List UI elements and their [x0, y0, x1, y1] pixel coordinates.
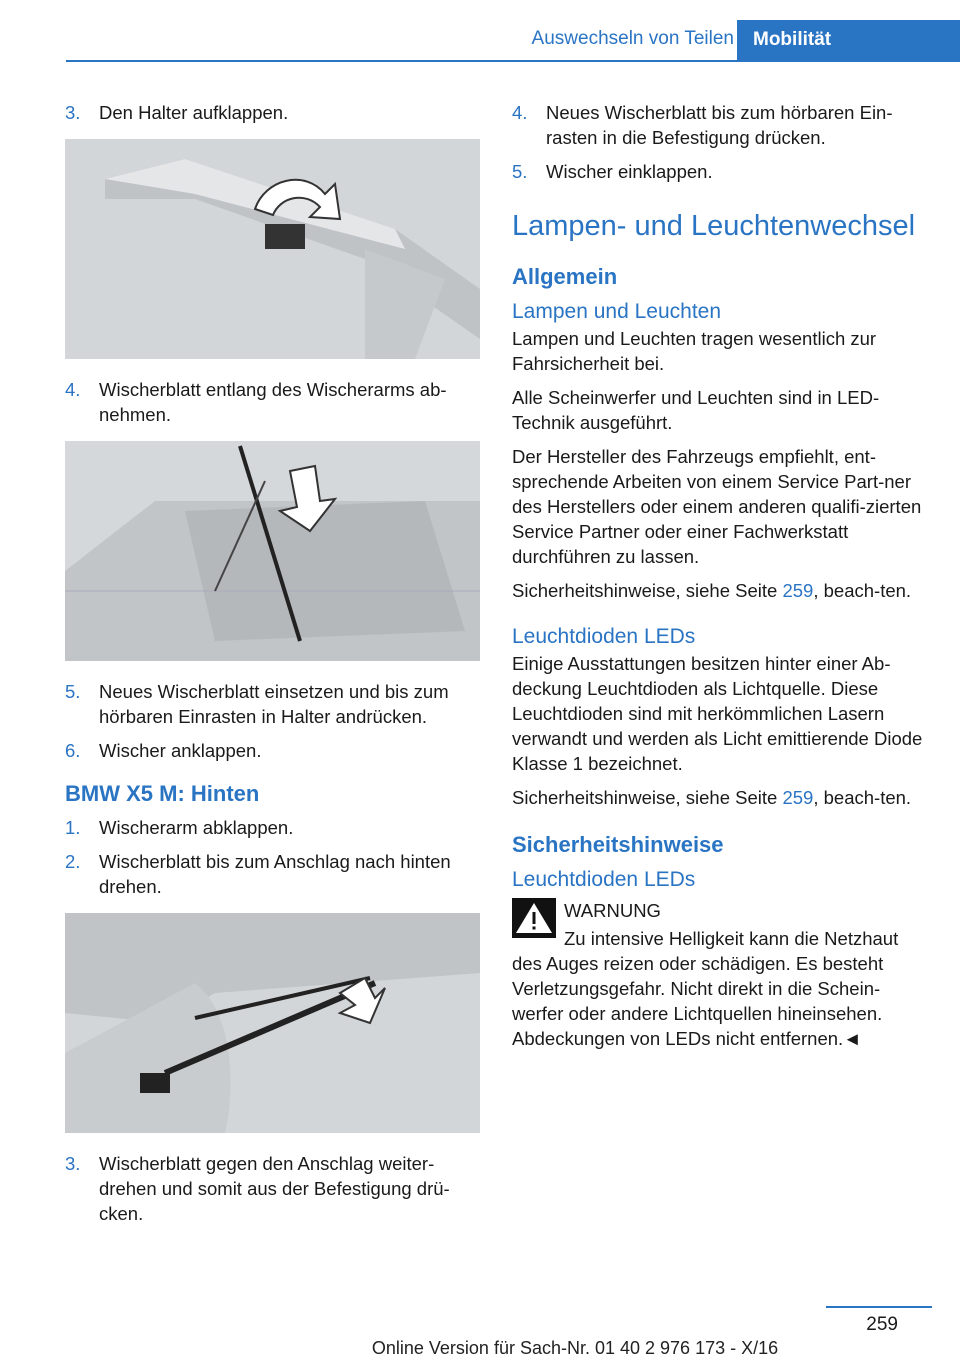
- footer-text: Online Version für Sach-Nr. 01 40 2 976 173 - X/16: [371, 1338, 779, 1358]
- paragraph: Einige Ausstattungen besitzen hinter einer Ab‐deckung Leuchtdioden als Lichtquelle. Diese Leuchtdioden sind mit herkömmlichen Lasern verwandt und werden als Licht emittierende Diode Klasse 1 bezeichnet.: [512, 653, 923, 774]
- section-heading-general: Allgemein: [512, 264, 618, 289]
- paragraph: Sicherheitshinweise, siehe Seite 259, beach‐ten.: [512, 580, 912, 601]
- step-text: Den Halter aufklappen.: [99, 102, 289, 123]
- step-list: [512, 100, 926, 184]
- paragraph: Der Hersteller des Fahrzeugs empfiehlt, ent‐sprechende Arbeiten von einem Service Part‐ner des Herstellers oder einem anderen qualifi‐zierten Service Partner oder einer Fachwerkstatt durchführen zu lassen.: [512, 446, 922, 567]
- chapter-heading: Lampen- und Leuchtenwechsel: [512, 210, 916, 242]
- warning-text: Zu intensive Helligkeit kann die Netzhaut des Auges reizen oder schädigen. Es besteht Verletzungsgefahr. Nicht direkt in die Schein‐werfer oder andere Lichtquellen hineinsehen. Abdeckungen von LEDs nicht entfernen.◄: [512, 928, 899, 1049]
- subsection-heading-led: Leuchtdioden LEDs: [512, 625, 696, 648]
- step-number: 3.: [65, 102, 81, 123]
- page-link[interactable]: 259: [782, 580, 814, 601]
- list-item: [65, 815, 480, 840]
- step-text: Wischerblatt entlang des Wischerarms ab‐nehmen.: [99, 379, 447, 425]
- header-tab: Mobilität: [737, 20, 960, 62]
- step-number: 1.: [65, 817, 81, 838]
- page-number: 259: [866, 1314, 898, 1335]
- footer-rule: [826, 1306, 932, 1308]
- section-heading: BMW X5 M: Hinten: [65, 781, 260, 806]
- list-item: [65, 1151, 480, 1226]
- step-text: Wischer einklappen.: [546, 161, 713, 182]
- list-item: [512, 100, 926, 150]
- step-list: [65, 679, 480, 763]
- paragraph: Alle Scheinwerfer und Leuchten sind in LED-Technik ausgeführt.: [512, 387, 880, 433]
- step-text: Wischerarm abklappen.: [99, 817, 294, 838]
- warning-triangle-icon: [512, 898, 556, 938]
- list-item: [65, 849, 480, 899]
- step-number: 6.: [65, 740, 81, 761]
- paragraph: Lampen und Leuchten tragen wesentlich zur Fahrsicherheit bei.: [512, 328, 877, 374]
- page-link[interactable]: 259: [782, 787, 814, 808]
- list-item: [512, 159, 926, 184]
- step-number: 3.: [65, 1153, 81, 1174]
- step-number: 4.: [65, 379, 81, 400]
- step-list: [65, 815, 480, 899]
- header-section: Auswechseln von Teilen: [531, 28, 734, 49]
- step-text: Neues Wischerblatt bis zum hörbaren Ein‐rasten in die Befestigung drücken.: [546, 102, 893, 148]
- list-item: [65, 738, 480, 763]
- wiper-blade-remove-figure: [65, 441, 480, 661]
- subsection-heading-led-safety: Leuchtdioden LEDs: [512, 868, 696, 891]
- warning-title: WARNUNG: [564, 900, 661, 921]
- step-number: 5.: [512, 161, 528, 182]
- step-number: 5.: [65, 681, 81, 702]
- right-column: [512, 100, 926, 1060]
- step-text: Wischerblatt bis zum Anschlag nach hinten drehen.: [99, 851, 451, 897]
- left-column: [65, 100, 480, 1235]
- step-text: Wischerblatt gegen den Anschlag weiter‐drehen und somit aus der Befestigung drü‐cken.: [99, 1153, 450, 1224]
- step-list: [65, 377, 480, 427]
- list-item: [65, 679, 480, 729]
- step-text: Wischer anklappen.: [99, 740, 262, 761]
- wiper-holder-figure: [65, 139, 480, 359]
- paragraph: Sicherheitshinweise, siehe Seite 259, beach‐ten.: [512, 787, 912, 808]
- step-list: [65, 100, 480, 125]
- step-text: Neues Wischerblatt einsetzen und bis zum hörbaren Einrasten in Halter andrücken.: [99, 681, 449, 727]
- step-list: [65, 1151, 480, 1226]
- section-heading-safety: Sicherheitshinweise: [512, 832, 724, 857]
- list-item: [65, 100, 480, 125]
- subsection-heading-lamps: Lampen und Leuchten: [512, 300, 722, 323]
- rear-wiper-figure: [65, 913, 480, 1133]
- list-item: [65, 377, 480, 427]
- step-number: 4.: [512, 102, 528, 123]
- step-number: 2.: [65, 851, 81, 872]
